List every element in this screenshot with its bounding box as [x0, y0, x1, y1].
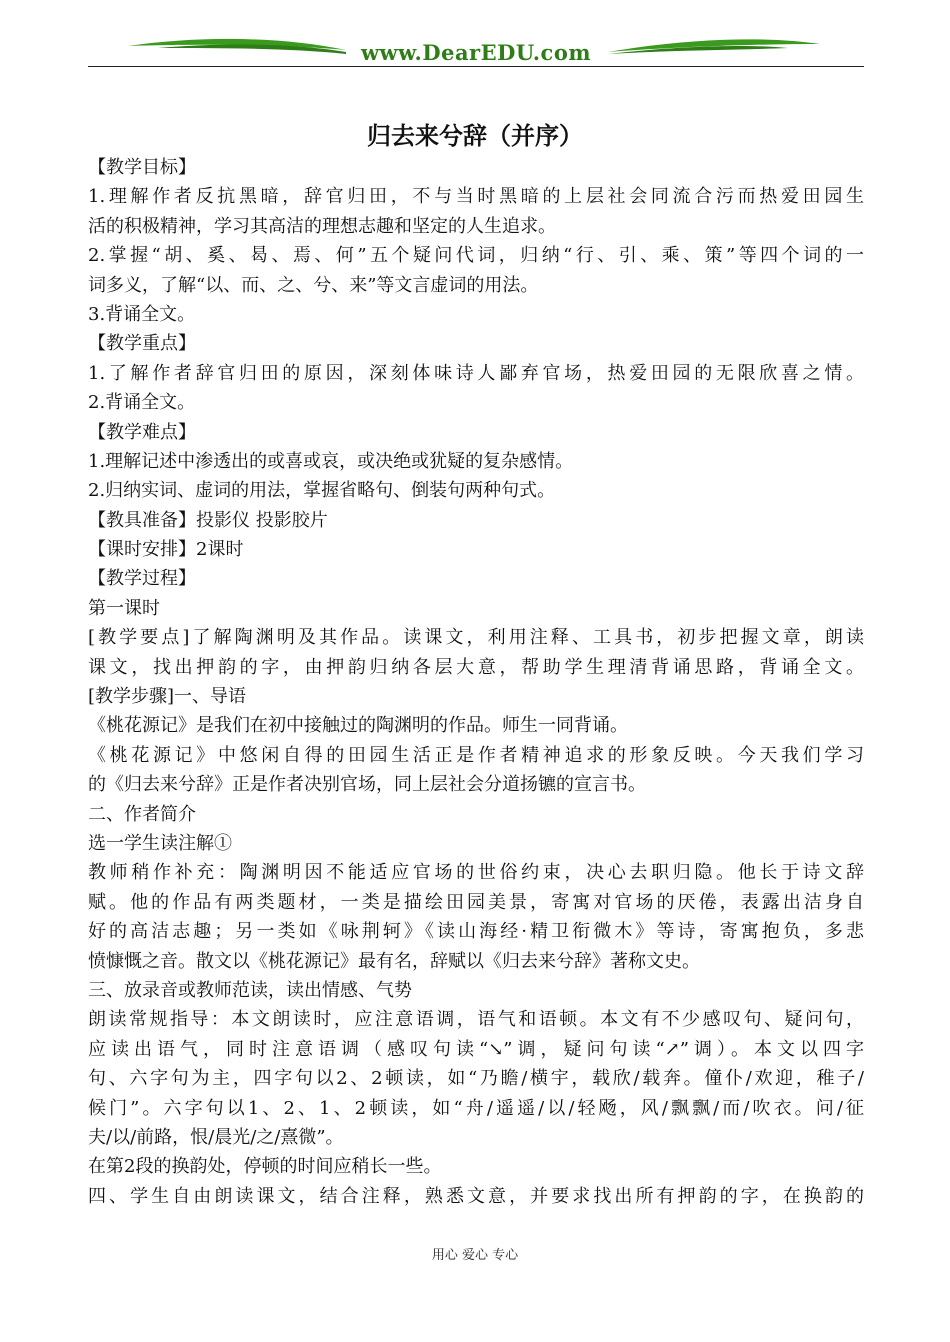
text-line: 《桃花源记》中悠闲自得的田园生活正是作者精神追求的形象反映。今天我们学习 [88, 744, 864, 766]
text-line: 三、放录音或教师范读，读出情感、气势 [88, 979, 412, 1001]
header-rule [88, 66, 864, 67]
text-line: 【教学重点】 [88, 333, 196, 355]
page-footer: 用心 爱心 专心 [431, 1248, 519, 1263]
text-line: 【教学过程】 [88, 568, 196, 590]
text-line: 的《归去来兮辞》正是作者决别官场，同上层社会分道扬镳的宣言书。 [88, 774, 646, 796]
document-body [88, 153, 864, 1211]
text-line: 四、学生自由朗读课文，结合注释，熟悉文意，并要求找出所有押韵的字，在换韵的 [88, 1185, 864, 1207]
text-line: 1.了解作者辞官归田的原因，深刻体味诗人鄙弃官场，热爱田园的无限欣喜之情。 [88, 362, 864, 384]
text-line: 2.归纳实词、虚词的用法，掌握省略句、倒装句两种句式。 [88, 480, 556, 502]
text-line: 夫/以/前路，恨/晨光/之/熹微”。 [88, 1126, 344, 1148]
text-line: 应读出语气，同时注意语调（感叹句读“↘”调，疑问句读“↗”调）。本文以四字 [88, 1038, 864, 1060]
text-line: 好的高洁志趣；另一类如《咏荆轲》《读山海经·精卫衔微木》等诗，寄寓抱负，多悲 [88, 921, 864, 943]
text-line: [教学要点]了解陶渊明及其作品。读课文，利用注释、工具书，初步把握文章，朗读 [88, 627, 864, 649]
text-line: 【课时安排】2课时 [88, 539, 244, 561]
text-line: 教师稍作补充：陶渊明因不能适应官场的世俗约束，决心去职归隐。他长于诗文辞 [88, 862, 864, 884]
text-line: 活的积极精神，学习其高洁的理想志趣和坚定的人生追求。 [88, 215, 556, 237]
text-line: 第一课时 [88, 597, 160, 619]
text-line: 选一学生读注解① [88, 832, 232, 854]
text-line: 3.背诵全文。 [88, 303, 196, 325]
document-title: 归去来兮辞（并序） [367, 121, 583, 150]
text-line: 2.掌握“胡、奚、曷、焉、何”五个疑问代词，归纳“行、引、乘、策”等四个词的一 [88, 245, 864, 267]
text-line: 1.理解记述中渗透出的或喜或哀，或决绝或犹疑的复杂感情。 [88, 450, 574, 472]
text-line: 赋。他的作品有两类题材，一类是描绘田园美景，寄寓对官场的厌倦，表露出洁身自 [88, 891, 864, 913]
text-line: [教学步骤]一、导语 [88, 686, 247, 708]
text-line: 句、六字句为主，四字句以2、2顿读，如“乃瞻/横宇，载欣/载奔。僮仆/欢迎，稚子/ [88, 1068, 864, 1090]
text-line: 二、作者简介 [88, 803, 196, 825]
text-line: 在第2段的换韵处，停顿的时间应稍长一些。 [88, 1156, 442, 1178]
text-line: 愤慷慨之音。散文以《桃花源记》最有名，辞赋以《归去来兮辞》著称文史。 [88, 950, 700, 972]
text-line: 《桃花源记》是我们在初中接触过的陶渊明的作品。师生一同背诵。 [88, 715, 628, 737]
text-line: 1.理解作者反抗黑暗，辞官归田，不与当时黑暗的上层社会同流合污而热爱田园生 [88, 186, 864, 208]
text-line: 【教学难点】 [88, 421, 196, 443]
text-line: 朗读常规指导：本文朗读时，应注意语调，语气和语顿。本文有不少感叹句、疑问句， [88, 1009, 864, 1031]
text-line: 词多义，了解“以、而、之、兮、来”等文言虚词的用法。 [88, 274, 539, 296]
text-line: 【教学目标】 [88, 157, 196, 178]
text-line: 候门”。六字句以1、2、1、2顿读，如“舟/遥遥/以/轻飏，风/飘飘/而/吹衣。问/征 [88, 1097, 864, 1119]
text-line: 【教具准备】投影仪 投影胶片 [88, 509, 328, 531]
site-logo[interactable]: www.DearEDU.com [360, 40, 592, 65]
text-line: 课文，找出押韵的字，由押韵归纳各层大意，帮助学生理清背诵思路，背诵全文。 [88, 656, 864, 678]
text-line: 2.背诵全文。 [88, 392, 196, 414]
